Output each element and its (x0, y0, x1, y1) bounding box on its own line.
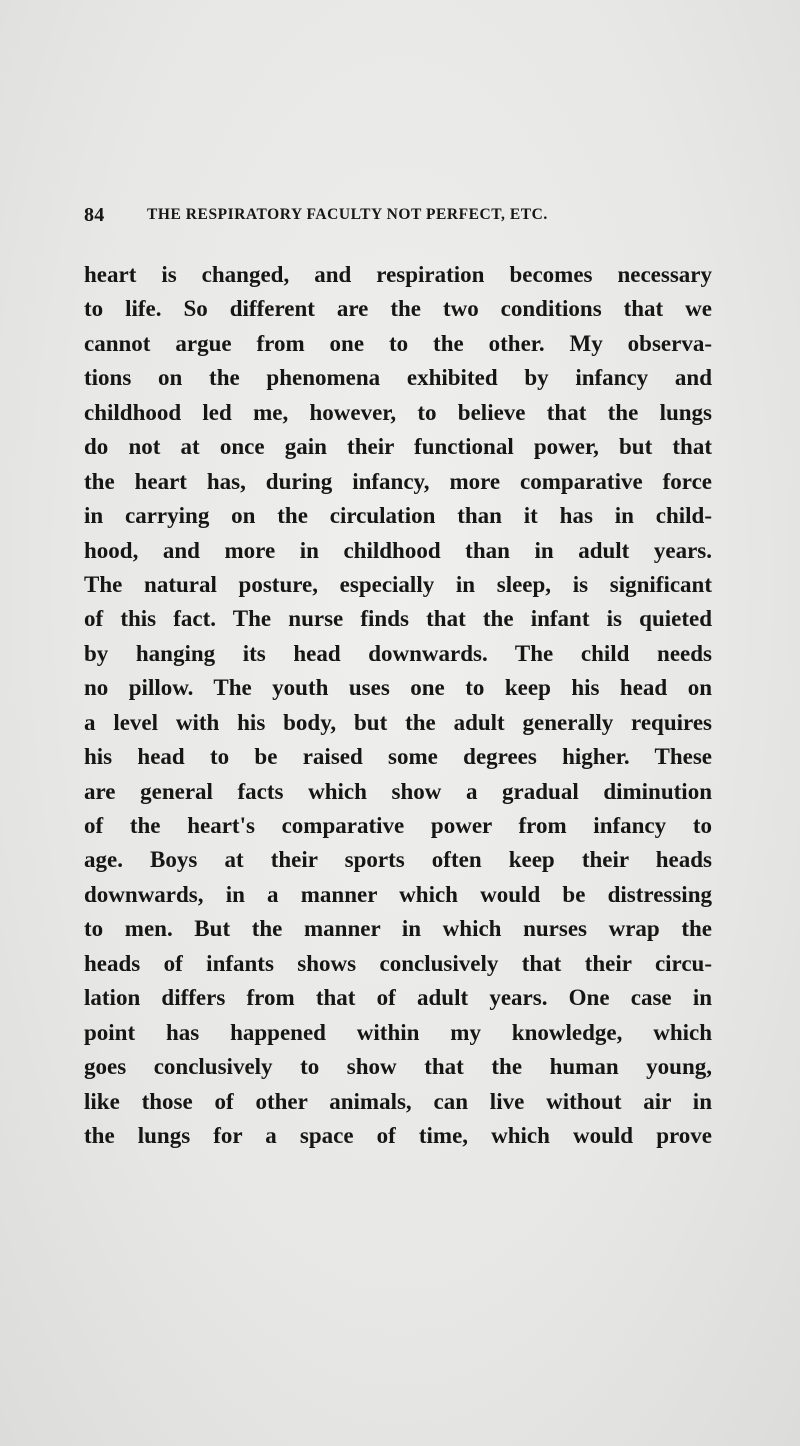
text-line: childhood led me, however, to believe that the lungs (84, 399, 712, 425)
text-line: age. Boys at their sports often keep their heads (84, 847, 712, 873)
text-line: the heart has, during infancy, more comparative force (84, 468, 712, 494)
text-line: in carrying on the circulation than it has in child- (84, 503, 712, 529)
page-number: 84 (84, 204, 105, 226)
text-line: heart is changed, and respiration becomes necessary (84, 262, 712, 287)
text-line: his head to be raised some degrees higher. These (84, 744, 712, 770)
text-line: downwards, in a manner which would be distressing (84, 881, 712, 907)
text-line: are general facts which show a gradual diminution (84, 778, 712, 804)
text-line: do not at once gain their functional power, but that (84, 434, 712, 460)
text-line: The natural posture, especially in sleep, is significant (84, 571, 712, 597)
text-line: to life. So different are the two conditions that we (84, 296, 712, 322)
text-line: no pillow. The youth uses one to keep his head on (84, 675, 712, 701)
running-head-title: THE RESPIRATORY FACULTY NOT PERFECT, ETC. (147, 206, 548, 223)
text-line: point has happened within my knowledge, which (84, 1019, 712, 1045)
text-line: of the heart's comparative power from infancy to (84, 813, 712, 838)
text-line: heads of infants shows conclusively that their circu- (84, 950, 712, 976)
text-line: lation differs from that of adult years. One case in (84, 985, 712, 1011)
text-line: the lungs for a space of time, which would prove (84, 1122, 712, 1148)
text-line: a level with his body, but the adult generally requires (84, 709, 712, 735)
text-line: by hanging its head downwards. The child needs (84, 640, 712, 666)
text-line: like those of other animals, can live without air in (84, 1088, 712, 1114)
text-line: goes conclusively to show that the human young, (84, 1054, 712, 1080)
text-line: of this fact. The nurse finds that the infant is quieted (84, 606, 712, 632)
running-head (84, 204, 684, 228)
text-line: tions on the phenomena exhibited by infancy and (84, 365, 712, 391)
text-line: hood, and more in childhood than in adult years. (84, 537, 712, 563)
text-line: cannot argue from one to the other. My observa- (84, 330, 712, 356)
text-line: to men. But the manner in which nurses wrap the (84, 916, 712, 942)
body-text (84, 258, 712, 1153)
